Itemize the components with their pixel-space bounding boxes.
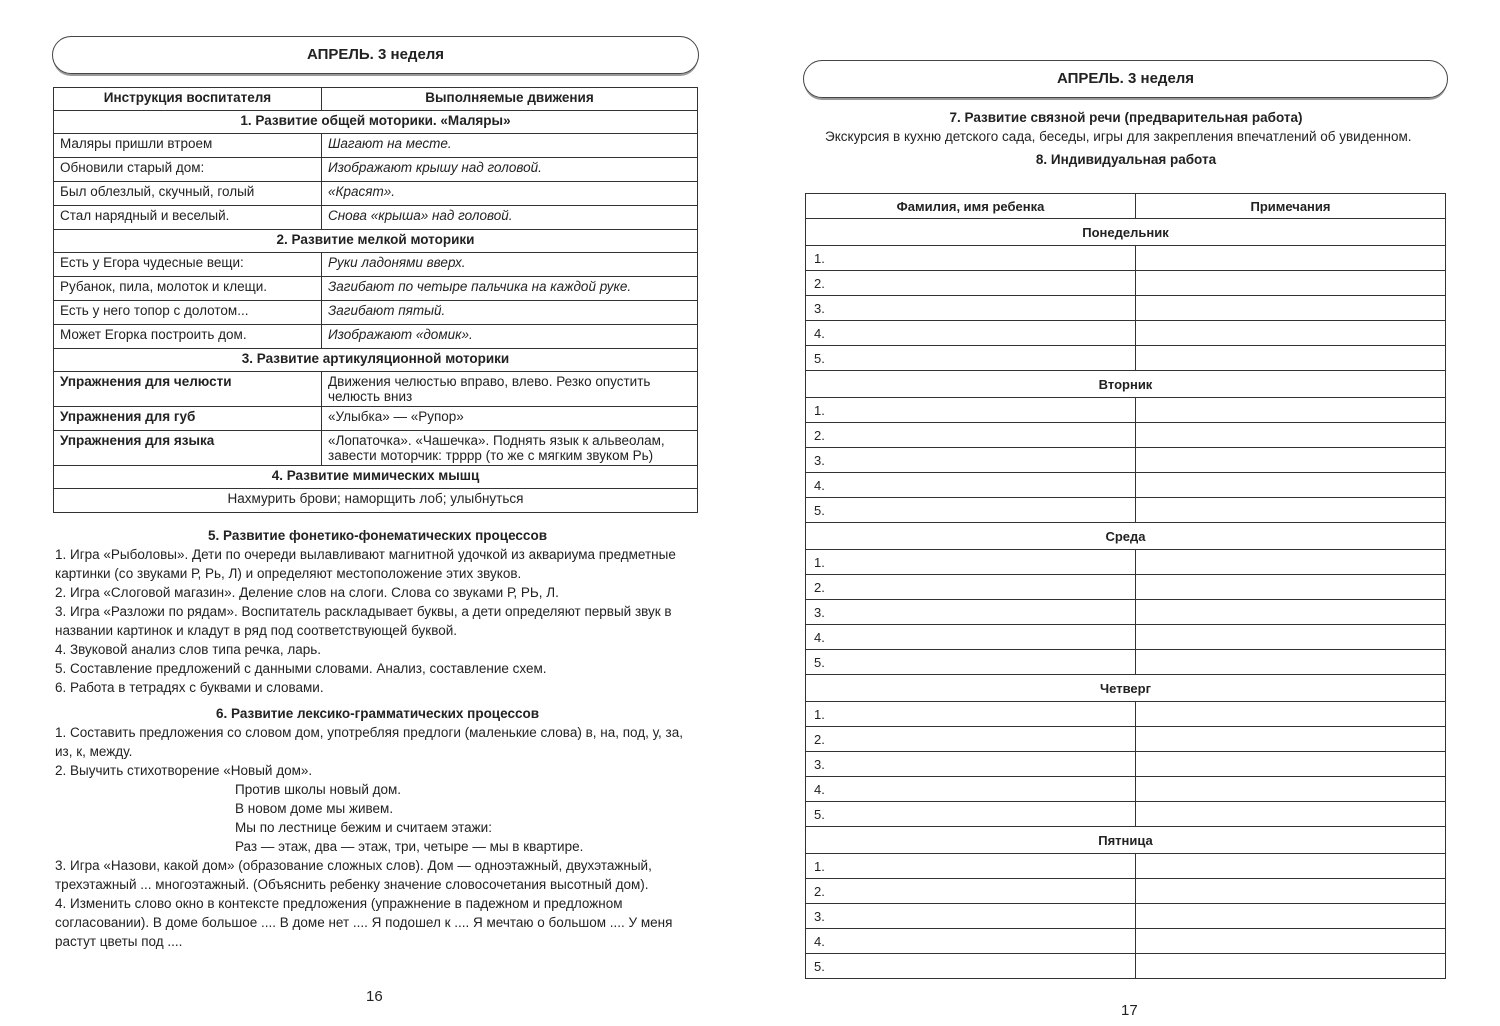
day-label: Вторник — [806, 371, 1446, 398]
poem-line: В новом доме мы живем. — [235, 801, 394, 816]
row-number: 1. — [806, 702, 1136, 727]
list-item: 5. Составление предложений с данными словами. Анализ, составление схем. — [55, 661, 547, 676]
cell-instruction: Обновили старый дом: — [54, 158, 322, 182]
row-number: 5. — [806, 650, 1136, 675]
row-number: 2. — [806, 423, 1136, 448]
table-row — [806, 904, 1446, 929]
table-row — [806, 246, 1446, 271]
row-number: 3. — [806, 752, 1136, 777]
table-header-row — [806, 194, 1446, 219]
table-row — [806, 802, 1446, 827]
table-row — [806, 879, 1446, 904]
left-week-header: АПРЕЛЬ. 3 неделя — [52, 36, 699, 74]
cell-instruction: Был облезлый, скучный, голый — [54, 182, 322, 206]
section-6-title: 6. Развитие лексико-грамматических процессов — [215, 706, 540, 721]
list-item: 3. Игра «Назови, какой дом» (образование сложных слов). Дом — одноэтажный, двухэтажный, трехэтажный ... многоэтажный. (Объяснить ребенку значение словосочетания высотный дом). — [55, 858, 652, 892]
table-row — [806, 498, 1446, 523]
day-label: Понедельник — [806, 219, 1446, 246]
day-row — [806, 827, 1446, 854]
notes-cell — [1136, 954, 1446, 979]
table-row — [806, 702, 1446, 727]
notes-cell — [1136, 777, 1446, 802]
cell-movement: Движения челюстью вправо, влево. Резко опустить челюсть вниз — [322, 372, 698, 407]
notes-cell — [1136, 752, 1446, 777]
table-row — [806, 473, 1446, 498]
cell-instruction: Может Егорка построить дом. — [54, 325, 322, 349]
cell-movement: Изображают «домик». — [322, 325, 698, 349]
row-number: 4. — [806, 321, 1136, 346]
table-row — [806, 575, 1446, 600]
notes-cell — [1136, 879, 1446, 904]
notes-cell — [1136, 423, 1446, 448]
day-row — [806, 219, 1446, 246]
section-3-title: 3. Развитие артикуляционной моторики — [54, 349, 698, 372]
row-number: 1. — [806, 398, 1136, 423]
table-row — [54, 277, 698, 301]
table-row — [806, 854, 1446, 879]
table-row — [806, 296, 1446, 321]
col-header-notes: Примечания — [1136, 194, 1446, 219]
cell-instruction: Есть у Егора чудесные вещи: — [54, 253, 322, 277]
section-2-title: 2. Развитие мелкой моторики — [54, 230, 698, 253]
row-number: 3. — [806, 448, 1136, 473]
row-number: 4. — [806, 777, 1136, 802]
cell-instruction: Рубанок, пила, молоток и клещи. — [54, 277, 322, 301]
day-label: Среда — [806, 523, 1446, 550]
left-exercise-table — [53, 87, 698, 513]
list-item: 2. Выучить стихотворение «Новый дом». — [55, 763, 313, 778]
cell-instruction: Стал нарядный и веселый. — [54, 206, 322, 230]
table-row — [806, 448, 1446, 473]
list-item: 4. Звуковой анализ слов типа речка, ларь. — [55, 642, 321, 657]
day-row — [806, 675, 1446, 702]
table-row — [806, 929, 1446, 954]
table-row — [806, 752, 1446, 777]
row-number: 5. — [806, 802, 1136, 827]
notes-cell — [1136, 854, 1446, 879]
table-row — [806, 271, 1446, 296]
table-row — [54, 253, 698, 277]
individual-work-table — [805, 193, 1446, 979]
section-6-block — [55, 704, 700, 951]
notes-cell — [1136, 802, 1446, 827]
row-number: 2. — [806, 727, 1136, 752]
col-header-movements: Выполняемые движения — [322, 88, 698, 111]
table-row — [54, 301, 698, 325]
table-row — [806, 550, 1446, 575]
list-item: 3. Игра «Разложи по рядам». Воспитатель раскладывает буквы, а дети определяют первый звук в названии картинок и кладут в ряд под соответствующей буквой. — [55, 604, 672, 638]
table-header-row — [54, 88, 698, 111]
cell-instruction: Маляры пришли втроем — [54, 134, 322, 158]
table-row — [54, 182, 698, 206]
row-number: 1. — [806, 246, 1136, 271]
section-5-title: 5. Развитие фонетико-фонематических процессов — [207, 528, 547, 543]
table-row — [54, 206, 698, 230]
row-number: 1. — [806, 550, 1136, 575]
notes-cell — [1136, 625, 1446, 650]
table-row — [806, 954, 1446, 979]
poem — [55, 780, 700, 856]
cell-instruction: Упражнения для языка — [54, 431, 322, 466]
table-row — [806, 321, 1446, 346]
list-item: 4. Изменить слово окно в контексте предложения (упражнение в падежном и предложном согласовании). В доме большое .... В доме нет .... Я подошел к .... Я мечтаю о большом .... У меня растут цветы под .... — [55, 896, 673, 949]
table-row — [806, 398, 1446, 423]
notes-cell — [1136, 321, 1446, 346]
section-1-title: 1. Развитие общей моторики. «Маляры» — [54, 111, 698, 134]
list-item: 1. Составить предложения со словом дом, употребляя предлоги (маленькие слова) в, на, под, у, за, из, к, между. — [55, 725, 683, 759]
row-number: 2. — [806, 271, 1136, 296]
cell-movement: Загибают по четыре пальчика на каждой руке. — [322, 277, 698, 301]
row-number: 5. — [806, 954, 1136, 979]
day-label: Пятница — [806, 827, 1446, 854]
cell-movement: Шагают на месте. — [322, 134, 698, 158]
day-label: Четверг — [806, 675, 1446, 702]
section-8-title: 8. Индивидуальная работа — [1035, 152, 1217, 167]
row-number: 3. — [806, 904, 1136, 929]
table-row — [54, 134, 698, 158]
row-number: 5. — [806, 498, 1136, 523]
page-number-left: 16 — [366, 988, 383, 1005]
cell-movement: «Красят». — [322, 182, 698, 206]
row-number: 2. — [806, 879, 1136, 904]
row-number: 4. — [806, 473, 1136, 498]
col-header-instruction: Инструкция воспитателя — [54, 88, 322, 111]
notes-cell — [1136, 650, 1446, 675]
notes-cell — [1136, 550, 1446, 575]
notes-cell — [1136, 702, 1446, 727]
row-number: 1. — [806, 854, 1136, 879]
row-number: 3. — [806, 296, 1136, 321]
cell-movement: «Улыбка» — «Рупор» — [322, 407, 698, 431]
notes-cell — [1136, 398, 1446, 423]
cell-movement: Изображают крышу над головой. — [322, 158, 698, 182]
table-row — [54, 407, 698, 431]
table-row — [806, 727, 1446, 752]
notes-cell — [1136, 727, 1446, 752]
notes-cell — [1136, 346, 1446, 371]
cell-instruction: Упражнения для челюсти — [54, 372, 322, 407]
right-week-header: АПРЕЛЬ. 3 неделя — [803, 60, 1448, 98]
cell-movement: «Лопаточка». «Чашечка». Поднять язык к альвеолам, завести моторчик: трррр (то же с мягким звуком Рь) — [322, 431, 698, 466]
cell-instruction: Упражнения для губ — [54, 407, 322, 431]
table-row — [806, 423, 1446, 448]
list-item: 6. Работа в тетрадях с буквами и словами. — [55, 680, 324, 695]
section-4-text: Нахмурить брови; наморщить лоб; улыбнуться — [54, 489, 698, 513]
row-number: 4. — [806, 625, 1136, 650]
row-number: 3. — [806, 600, 1136, 625]
table-row — [806, 600, 1446, 625]
notes-cell — [1136, 904, 1446, 929]
list-item: 1. Игра «Рыболовы». Дети по очереди вылавливают магнитной удочкой из аквариума предметные картинки (со звуками Р, Рь, Л) и определяют местоположение этих звуков. — [55, 547, 676, 581]
row-number: 5. — [806, 346, 1136, 371]
section-4-title: 4. Развитие мимических мышц — [54, 466, 698, 489]
notes-cell — [1136, 498, 1446, 523]
table-row — [54, 431, 698, 466]
cell-movement: Снова «крыша» над головой. — [322, 206, 698, 230]
table-row — [54, 158, 698, 182]
table-row — [806, 777, 1446, 802]
notes-cell — [1136, 929, 1446, 954]
section-7-title: 7. Развитие связной речи (предварительная работа) — [949, 110, 1303, 125]
notes-cell — [1136, 473, 1446, 498]
notes-cell — [1136, 296, 1446, 321]
section-7-block — [805, 108, 1447, 169]
list-item: 2. Игра «Слоговой магазин». Деление слов на слоги. Слова со звуками Р, РЬ, Л. — [55, 585, 559, 600]
table-row — [54, 325, 698, 349]
section-7-text: Экскурсия в кухню детского сада, беседы, игры для закрепления впечатлений об увиденном. — [825, 129, 1412, 144]
table-row — [806, 625, 1446, 650]
cell-movement: Загибают пятый. — [322, 301, 698, 325]
day-row — [806, 523, 1446, 550]
table-row — [806, 650, 1446, 675]
poem-line: Раз — этаж, два — этаж, три, четыре — мы в квартире. — [235, 839, 584, 854]
section-5-block — [55, 526, 700, 697]
notes-cell — [1136, 271, 1446, 296]
poem-line: Против школы новый дом. — [235, 782, 402, 797]
page-number-right: 17 — [1121, 1002, 1138, 1019]
notes-cell — [1136, 600, 1446, 625]
day-row — [806, 371, 1446, 398]
notes-cell — [1136, 575, 1446, 600]
row-number: 2. — [806, 575, 1136, 600]
cell-movement: Руки ладонями вверх. — [322, 253, 698, 277]
table-row — [54, 372, 698, 407]
table-row — [54, 489, 698, 513]
notes-cell — [1136, 246, 1446, 271]
cell-instruction: Есть у него топор с долотом... — [54, 301, 322, 325]
row-number: 4. — [806, 929, 1136, 954]
poem-line: Мы по лестнице бежим и считаем этажи: — [235, 820, 492, 835]
notes-cell — [1136, 448, 1446, 473]
table-row — [806, 346, 1446, 371]
col-header-child-name: Фамилия, имя ребенка — [806, 194, 1136, 219]
